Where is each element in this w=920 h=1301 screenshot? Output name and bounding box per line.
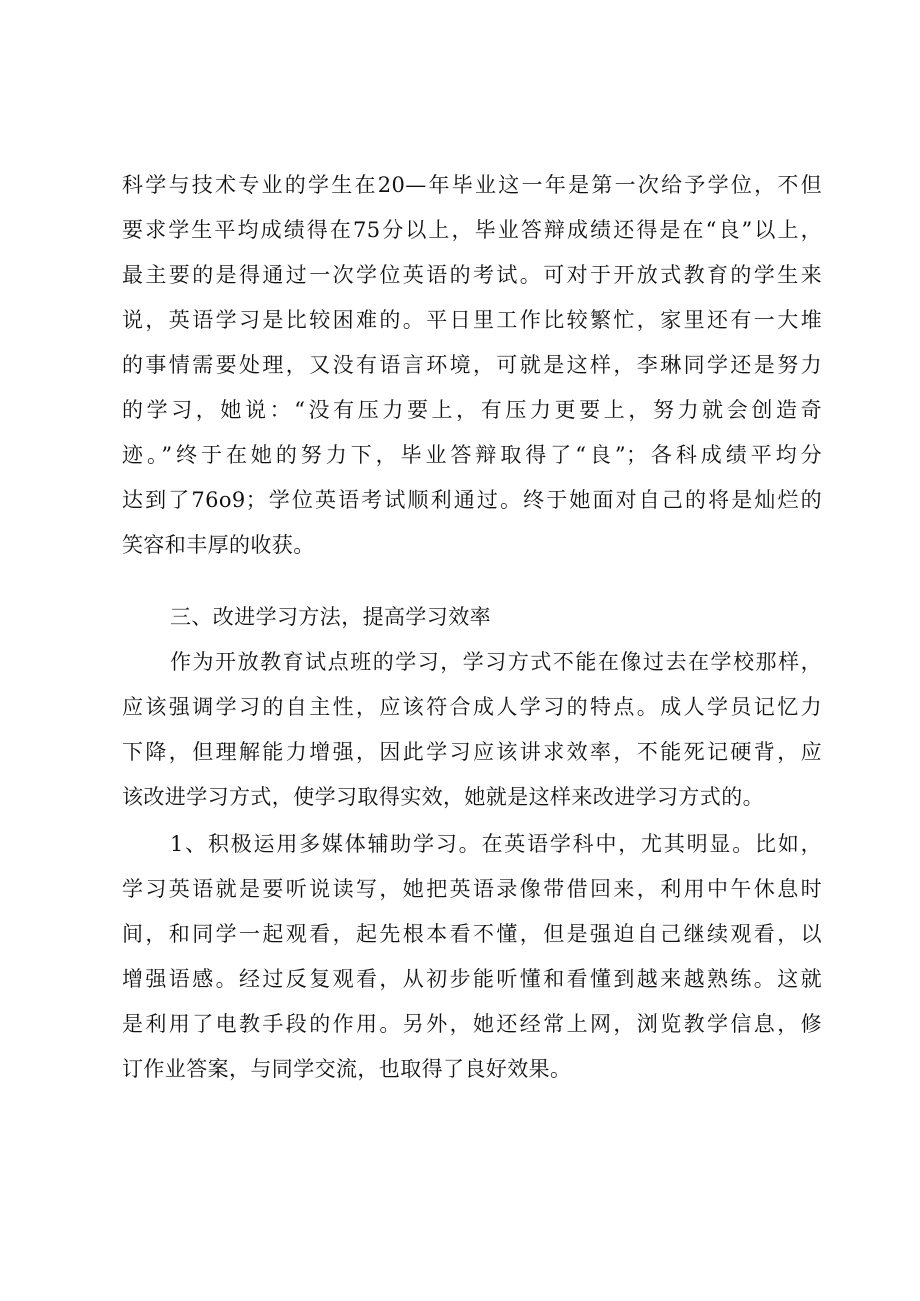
text-line: 订作业答案，与同学交流，也取得了良好效果。 (122, 1057, 572, 1081)
text-line: 下降，但理解能力增强，因此学习应该讲求效率，不能死记硬背，应 (122, 740, 822, 764)
text-line: 应该强调学习的自主性，应该符合成人学习的特点。成人学员记忆力 (122, 695, 822, 719)
text-line: 该改进学习方式，使学习取得实效，她就是这样来改进学习方式的。 (122, 785, 764, 809)
text-line: 学习英语就是要听说读写，她把英语录像带借回来，利用中午休息时 (122, 877, 822, 901)
text-line: 要求学生平均成绩得在75分以上，毕业答辩成绩还得是在“良”以上， (122, 218, 822, 242)
text-line: 是利用了电教手段的作用。另外，她还经常上网，浏览教学信息，修 (122, 1012, 822, 1036)
text-line: 迹。”终于在她的努力下，毕业答辩取得了“良”；各科成绩平均分 (122, 443, 822, 467)
text-line: 笑容和丰厚的收获。 (122, 533, 315, 557)
text-line: 1、积极运用多媒体辅助学习。在英语学科中，尤其明显。比如， (170, 832, 822, 856)
text-line: 的学习，她说：“没有压力要上，有压力更要上，努力就会创造奇 (122, 398, 822, 422)
text-line: 达到了76o9；学位英语考试顺利通过。终于她面对自己的将是灿烂的 (122, 488, 822, 512)
text-line: 科学与技术专业的学生在20—年毕业这一年是第一次给予学位，不但 (122, 173, 822, 197)
text-line: 的事情需要处理，又没有语言环境，可就是这样，李琳同学还是努力 (122, 353, 822, 377)
text-line: 间，和同学一起观看，起先根本看不懂，但是强迫自己继续观看，以 (122, 922, 822, 946)
text-line: 增强语感。经过反复观看，从初步能听懂和看懂到越来越熟练。这就 (122, 967, 822, 991)
text-line: 作为开放教育试点班的学习，学习方式不能在像过去在学校那样， (170, 650, 822, 674)
section-heading: 三、改进学习方法，提高学习效率 (170, 605, 491, 629)
text-line: 最主要的是得通过一次学位英语的考试。可对于开放式教育的学生来 (122, 263, 822, 287)
text-line: 说，英语学习是比较困难的。平日里工作比较繁忙，家里还有一大堆 (122, 308, 822, 332)
